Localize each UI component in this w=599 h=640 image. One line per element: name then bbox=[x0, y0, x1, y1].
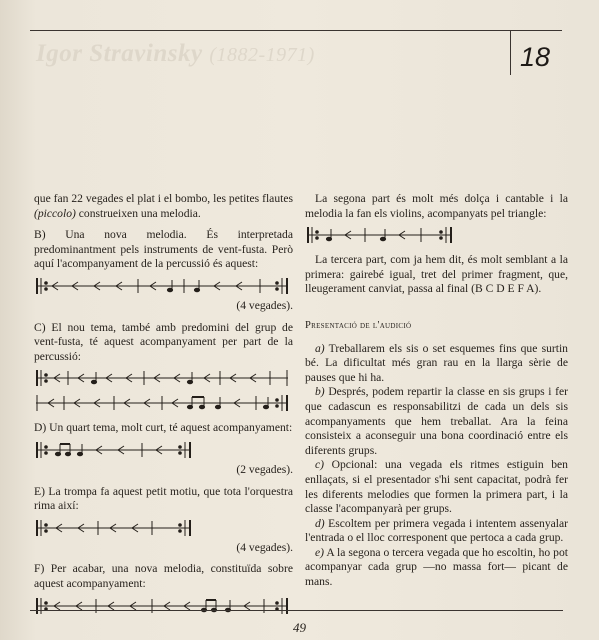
rhythm-e bbox=[34, 517, 194, 539]
composer-name: Igor Stravinsky bbox=[36, 40, 203, 67]
rhythm-c-line-2 bbox=[34, 392, 292, 414]
section-b-text: B) Una nova melodia. És interpretada predominantment pels instruments de vent-fusta. Però aquí l'acompanyament de la percussió és aquest: bbox=[34, 228, 293, 271]
intro-paragraph: que fan 22 vegades el plat i el bombo, les petites flautes (piccolo) construeixen una melodia. bbox=[34, 192, 293, 220]
section-heading: Presentació de l'audició bbox=[305, 319, 412, 331]
repeat-count-e: (4 vegades). bbox=[236, 540, 293, 554]
faded-running-title bbox=[36, 40, 315, 68]
step-e: e) A la segona o tercera vegada que ho escoltin, ho pot acompanyar cada grup —no massa fort— picant de mans. bbox=[305, 545, 568, 589]
repeat-count-b: (4 vegades). bbox=[236, 298, 293, 312]
section-f-text: F) Per acabar, una nova melodia, constituïda sobre aquest acompanyament: bbox=[34, 562, 293, 590]
repeat-count-d: (2 vegades). bbox=[236, 462, 293, 476]
right-column bbox=[305, 192, 568, 590]
section-e-text: E) La trompa fa aquest petit motiu, que tota l'orquestra rima així: bbox=[34, 484, 293, 513]
rhythm-d bbox=[34, 439, 194, 461]
header-rule bbox=[30, 30, 562, 31]
rhythm-c-line-1 bbox=[34, 367, 292, 389]
chapter-number: 18 bbox=[520, 42, 551, 72]
header-number-divider bbox=[510, 30, 511, 75]
page-number: 49 bbox=[293, 620, 306, 635]
section-c-text: C) El nou tema, també amb predomini del grup de vent-fusta, té aquest acompanyament per part de la percussió: bbox=[34, 320, 293, 363]
rhythm-b bbox=[34, 275, 292, 297]
left-column bbox=[34, 192, 293, 618]
second-part-paragraph: La segona part és molt més dolça i cantable i la melodia la fan els violins, acompanyats pel triangle: bbox=[305, 192, 568, 220]
composer-years: (1882-1971) bbox=[209, 44, 315, 66]
footer-rule bbox=[30, 610, 563, 611]
step-b: b) Després, podem repartir la classe en sis grups i fer que cadascun es responsabilitzi de cada un dels sis acompanyaments que hem treballat. Ara la feina consisteix a aconseguir una bona coordinació entre els diferents grups. bbox=[305, 385, 568, 457]
rhythm-f bbox=[34, 595, 292, 617]
rhythm-triangle bbox=[305, 224, 455, 246]
section-d-text: D) Un quart tema, molt curt, té aquest acompanyament: bbox=[34, 421, 293, 435]
step-c: c) Opcional: una vegada els ritmes estiguin ben enllaçats, si el presentador s'hi sent capacitat, podrà fer les diferents melodies que formen la primera part, i la classe l'acompanyarà per grups. bbox=[305, 458, 568, 516]
step-d: d) Escoltem per primera vegada i intentem assenyalar l'entrada o el lloc corresponent que pertoca a cada grup. bbox=[305, 516, 568, 545]
third-part-paragraph: La tercera part, com ja hem dit, és molt semblant a la primera: gairebé igual, tret del primer fragment, que, lleugerament canviat, passa al final (B C D E F A). bbox=[305, 253, 568, 296]
step-a: a) Treballarem els sis o set esquemes fins que surtin bé. La dificultat més gran rau en la llarga sèrie de pauses que hi ha. bbox=[305, 341, 568, 384]
